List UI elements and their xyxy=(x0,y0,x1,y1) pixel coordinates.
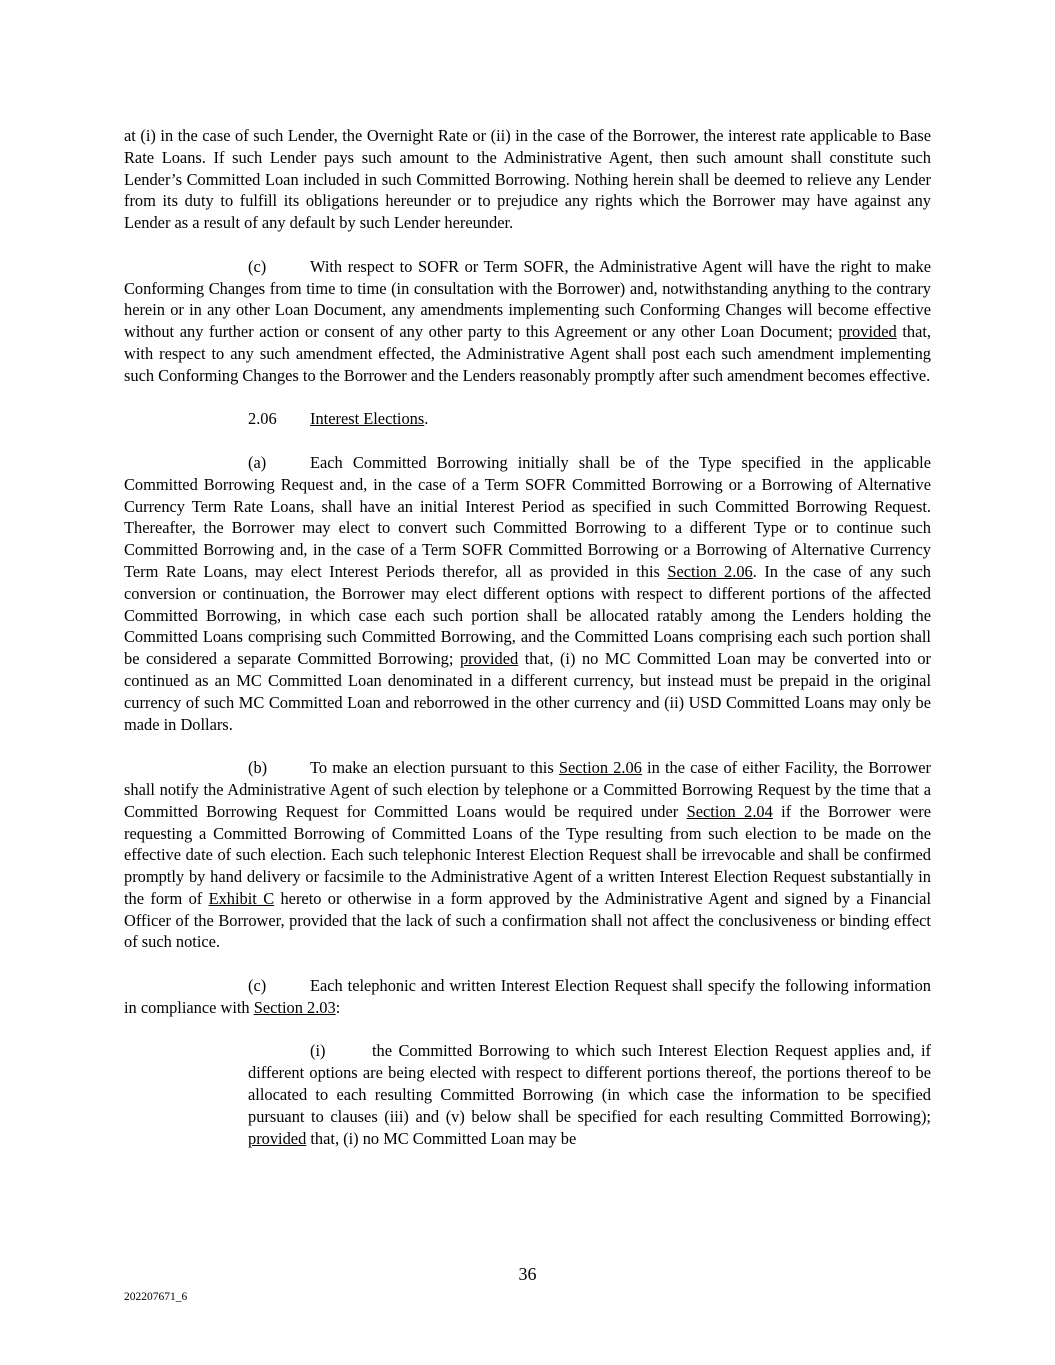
document-id: 202207671_6 xyxy=(124,1291,188,1303)
clause-label: (c) xyxy=(248,256,267,276)
paragraph-text: at (i) in the case of such Lender, the Overnight Rate or (ii) in the case of the Borrower, the interest rate applicable to Base Rate Loans. If such Lender pays such amount to the Administrative Agent, then such amount shall constitute such Lender’s Committed Loan included in such Committed Borrowing. Nothing herein shall be deemed to relieve any Lender from its duty to fulfill its obligations hereunder or to prejudice any rights which the Borrower may have against any Lender as a result of any default by such Lender hereunder. xyxy=(124,126,931,233)
clause-label: (b) xyxy=(248,758,268,778)
defined-term-provided: provided xyxy=(459,649,519,669)
paragraph-b: (b) To make an election pursuant to this Section 2.06 in the case of either Facility, the Borrower shall notify the Administrative Agent of such election by telephone or a Committed Borrowing Request by the time that a Committed Borrowing Request for Committed Loans would be required under Section 2.04 if the Borrower were requesting a Committed Borrowing of Committed Loans of the Type resulting from such election to be made on the effective date of such election. Each such telephonic Interest Election Request shall be irrevocable and shall be confirmed promptly by hand delivery or facsimile to the Administrative Agent of a written Interest Election Request substantially in the form of Exhibit C hereto or otherwise in a form approved by the Administrative Agent and signed by a Financial Officer of the Borrower, provided that the lack of such a confirmation shall not affect the conclusiveness or binding effect of such notice. xyxy=(124,758,932,952)
section-reference: Section 2.04 xyxy=(686,801,773,821)
section-heading: 2.06 Interest Elections. xyxy=(248,409,429,429)
page-number: 36 xyxy=(518,1264,537,1284)
paragraph-c-conforming-changes: (c) With respect to SOFR or Term SOFR, the Administrative Agent will have the right to make Conforming Changes from time to time (in consultation with the Borrower) and, notwithstanding anything to the contrary herein or in any other Loan Document, any amendments implementing such Conforming Changes will become effective without any further action or consent of any other party to this Agreement or any other Loan Document; provided that, with respect to any such amendment effected, the Administrative Agent shall post each such amendment implementing such Conforming Changes to the Borrower and the Lenders reasonably promptly after such amendment becomes effective. xyxy=(124,256,932,385)
paragraph-a: (a) Each Committed Borrowing initially shall be of the Type specified in the applicable Committed Borrowing Request and, in the case of a Term SOFR Committed Borrowing or a Borrowing of Alternative Currency Term Rate Loans, shall have an initial Interest Period as specified in such Committed Borrowing Request. Thereafter, the Borrower may elect to convert such Committed Borrowing to a different Type or to continue such Committed Borrowing and, in the case of a Term SOFR Committed Borrowing or a Borrowing of Alternative Currency Term Rate Loans, may elect Interest Periods therefor, all as provided in this Section 2.06. In the case of any such conversion or continuation, the Borrower may elect different options with respect to different portions of the affected Committed Borrowing, in which case each such portion shall be allocated ratably among the Lenders holding the Committed Loans comprising such Committed Borrowing, and the Committed Loans comprising each such portion shall be considered a separate Committed Borrowing; provided that, (i) no MC Committed Loan may be converted into or continued as an MC Committed Loan denominated in a different currency, but instead must be prepaid in the original currency of such MC Committed Loan and reborrowed in the other currency and (ii) USD Committed Loans may only be made in Dollars. xyxy=(124,452,931,734)
section-reference: Section 2.06 xyxy=(558,758,642,778)
page-body xyxy=(124,125,931,1149)
exhibit-reference: Exhibit C xyxy=(208,888,275,908)
clause-label: (i) xyxy=(310,1041,326,1061)
defined-term-provided: provided xyxy=(248,1128,307,1148)
paragraph-c-election-request: (c) Each telephonic and written Interest Election Request shall specify the following information in compliance with Section 2.03: xyxy=(124,976,931,1017)
clause-label: (a) xyxy=(248,452,267,472)
paragraph-continuation xyxy=(124,125,931,234)
defined-term-provided: provided xyxy=(838,322,897,342)
section-reference: Section 2.03 xyxy=(253,997,336,1017)
section-reference: Section 2.06 xyxy=(667,561,753,581)
section-number: 2.06 xyxy=(248,409,277,429)
section-title: Interest Elections xyxy=(310,409,425,429)
clause-label: (c) xyxy=(248,976,267,996)
subparagraph-i: (i) the Committed Borrowing to which such Interest Election Request applies and, if different options are being elected with respect to different portions thereof, the portions thereof to be allocated to each resulting Committed Borrowing (in which case the information to be specified pursuant to clauses (iii) and (v) below shall be specified for each resulting Committed Borrowing); provided that, (i) no MC Committed Loan may be xyxy=(248,1041,931,1148)
